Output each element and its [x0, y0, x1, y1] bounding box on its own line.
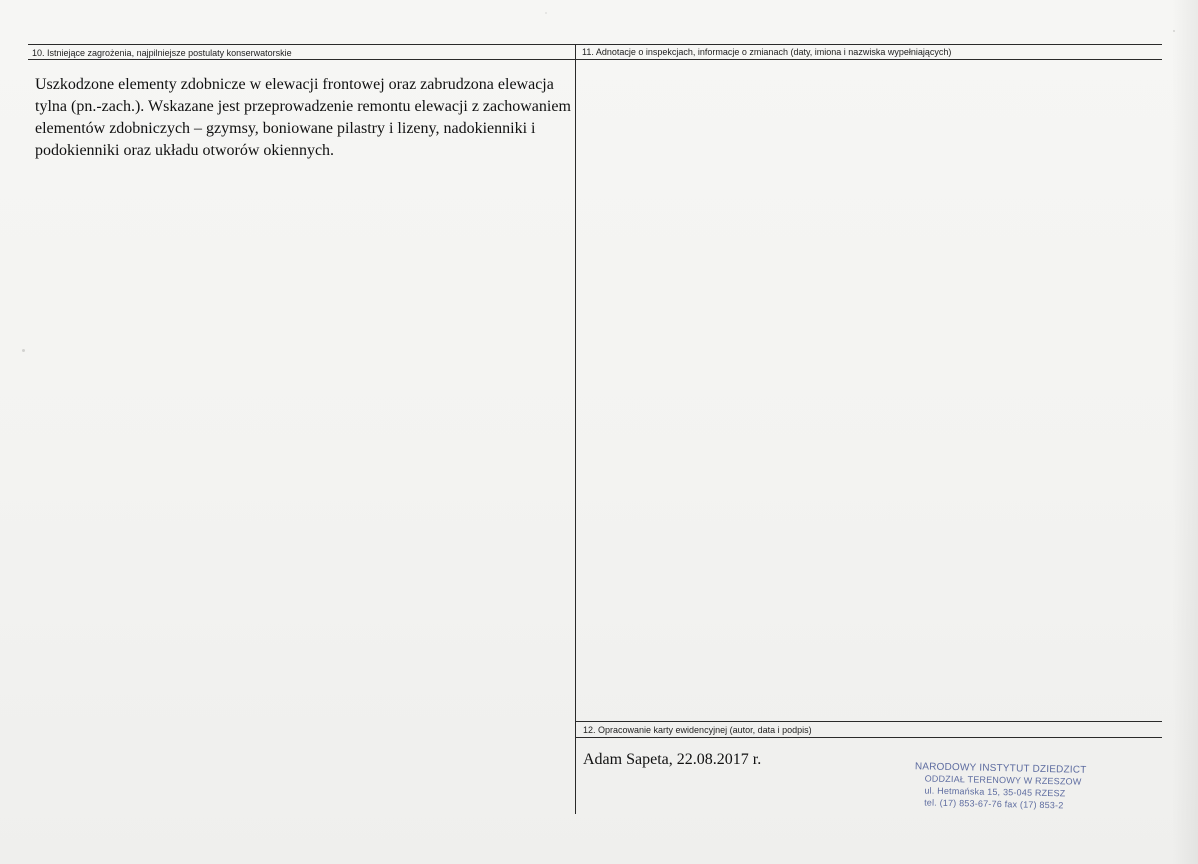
section-12-top-line — [576, 721, 1162, 722]
section-11-title: 11. Adnotacje o inspekcjach, informacje o zmianach (daty, imiona i nazwiska wypełniających) — [582, 47, 952, 57]
section-12-title: 12. Opracowanie karty ewidencyjnej (autor, data i podpis) — [583, 725, 812, 735]
author-date-signature: Adam Sapeta, 22.08.2017 r. — [583, 751, 762, 768]
paper-speck — [1173, 30, 1175, 32]
section-10-content: Uszkodzone elementy zdobnicze w elewacji frontowej oraz zabrudzona elewacja tylna (pn.-zach.). Wskazane jest przeprowadzenie remontu elewacji z zachowaniem elementów zdobniczych – gzymsy, boniowane pilastry i lizeny, nadokienniki i podokienniki oraz układu otworów okiennych. — [35, 76, 571, 159]
stamp-line-2: ODDZIAŁ TERENOWY W RZESZOW — [924, 773, 1082, 787]
paper-speck — [22, 349, 25, 352]
paper-edge-shade — [1172, 0, 1198, 864]
section-10-title: 10. Istniejące zagrożenia, najpilniejsze postulaty konserwatorskie — [32, 48, 292, 58]
section-11-header-rule — [576, 59, 1162, 60]
section-10-header-rule — [28, 59, 575, 60]
stamp-line-4: tel. (17) 853-67-76 fax (17) 853-2 — [924, 797, 1064, 811]
institution-stamp — [902, 761, 1158, 830]
section-12-header-rule — [576, 737, 1162, 738]
stamp-line-1: NARODOWY INSTYTUT DZIEDZICT — [914, 761, 1087, 776]
paper-speck — [545, 12, 547, 14]
top-border-line — [28, 44, 1162, 45]
stamp-line-3: ul. Hetmańska 15, 35-045 RZESZ — [924, 785, 1066, 799]
